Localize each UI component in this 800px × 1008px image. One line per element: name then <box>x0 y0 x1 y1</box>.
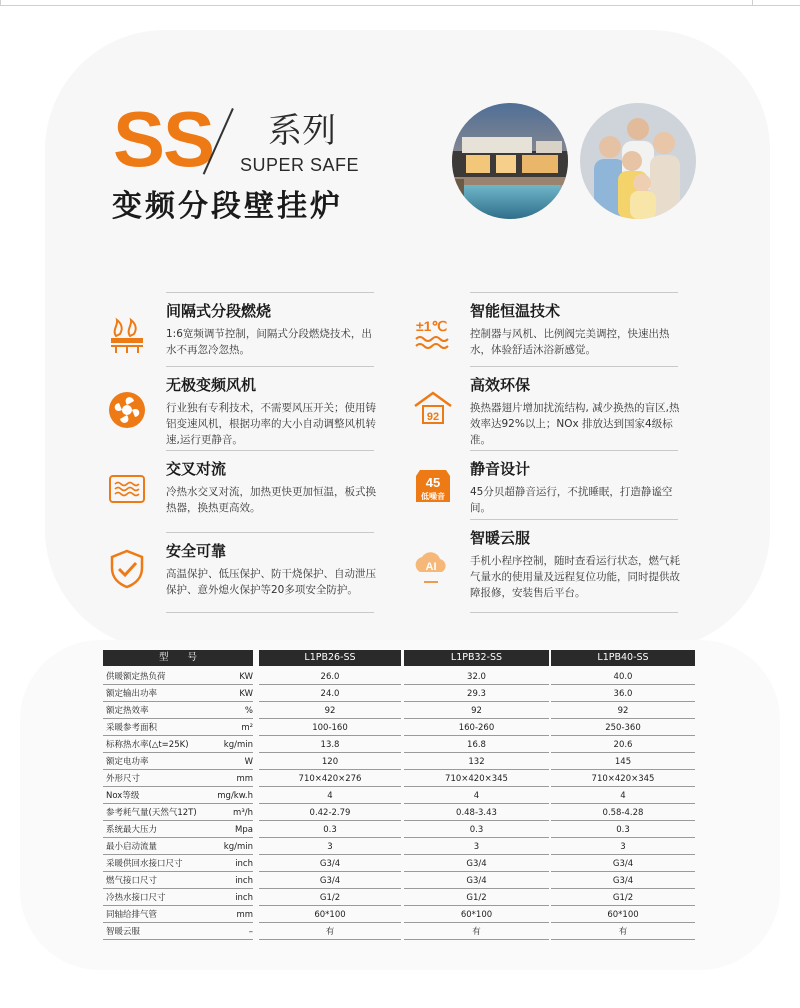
row-divider <box>259 888 401 889</box>
row-divider <box>259 718 401 719</box>
family-photo <box>580 103 696 219</box>
efficiency-icon-text: 92 <box>426 411 440 423</box>
spec-value-cell: 32.0 <box>467 672 486 682</box>
quiet-badge-icon <box>412 466 454 508</box>
feature-title: 高效环保 <box>470 376 531 394</box>
spec-value-cell: 710×420×276 <box>298 774 362 784</box>
feature-title: 交叉对流 <box>166 460 227 478</box>
feature-divider <box>166 450 374 451</box>
row-divider <box>103 752 253 753</box>
feature-divider <box>166 366 374 367</box>
spec-value-cell: G1/2 <box>466 893 487 903</box>
spec-value-cell: 4 <box>620 791 626 801</box>
table-row <box>103 856 695 872</box>
row-divider <box>103 837 253 838</box>
spec-value-cell: 120 <box>321 757 339 767</box>
row-divider <box>551 786 695 787</box>
spec-name-cell: 燃气接口尺寸 <box>106 876 158 886</box>
feature-description: 冷热水交叉对流，加热更快更加恒温，板式换热器，换热更高效。 <box>166 486 376 514</box>
feature-divider <box>470 366 678 367</box>
spec-value-cell: 有 <box>325 927 335 937</box>
row-divider <box>259 871 401 872</box>
feature-title: 智能恒温技术 <box>470 302 561 320</box>
row-divider <box>103 786 253 787</box>
spec-value-cell: G3/4 <box>466 859 487 869</box>
row-divider <box>551 837 695 838</box>
spec-name-cell: 同轴给排气管 <box>106 910 158 920</box>
row-divider <box>551 701 695 702</box>
spec-name-cell: 额定热效率 <box>106 706 149 716</box>
row-divider <box>404 871 549 872</box>
row-divider <box>103 871 253 872</box>
spec-value-cell: 710×420×345 <box>445 774 508 784</box>
table-row <box>103 839 695 855</box>
spec-value-cell: 132 <box>468 757 485 767</box>
row-divider <box>103 718 253 719</box>
spec-value-cell: 92 <box>471 706 482 716</box>
spec-name-cell: 最小启动流量 <box>106 842 158 852</box>
table-row <box>103 737 695 753</box>
row-divider <box>103 769 253 770</box>
spec-name-cell: 外形尺寸 <box>106 774 141 784</box>
spec-unit-cell: m³/h <box>233 808 253 818</box>
spec-value-cell: 0.42-2.79 <box>309 808 351 818</box>
spec-value-cell: G3/4 <box>612 859 634 869</box>
fan-icon <box>106 389 148 431</box>
svg-text:AI: AI <box>425 561 437 573</box>
row-divider <box>404 922 549 923</box>
row-divider <box>404 939 549 940</box>
quiet-icon-label: 低噪音 <box>421 492 445 501</box>
feature-divider <box>166 292 374 293</box>
table-row <box>103 771 695 787</box>
row-divider <box>259 735 401 736</box>
spec-unit-cell: mm <box>236 774 253 784</box>
spec-unit-cell: kg/min <box>223 740 253 750</box>
table-row <box>103 686 695 702</box>
spec-unit-cell: kg/min <box>223 842 253 852</box>
spec-value-cell: 0.48-3.43 <box>456 808 497 818</box>
spec-value-cell: G3/4 <box>466 876 487 886</box>
spec-value-cell: 36.0 <box>613 689 633 699</box>
row-divider <box>551 939 695 940</box>
spec-value-cell: G3/4 <box>319 859 341 869</box>
row-divider <box>551 769 695 770</box>
spec-value-cell: 40.0 <box>613 672 633 682</box>
row-divider <box>551 752 695 753</box>
spec-name-cell: 额定电功率 <box>106 757 149 767</box>
row-divider <box>259 684 401 685</box>
spec-value-cell: 3 <box>327 842 333 852</box>
crop-mark-right <box>752 0 753 5</box>
row-divider <box>103 803 253 804</box>
spec-value-cell: 100-160 <box>312 723 348 733</box>
feature-title: 智暖云服 <box>470 529 531 547</box>
spec-name-cell: 参考耗气量(天然气12T) <box>106 808 197 818</box>
table-row <box>103 754 695 770</box>
spec-value-cell: G3/4 <box>319 876 341 886</box>
spec-value-cell: 有 <box>618 927 628 937</box>
table-header-model: L1PB26-SS <box>259 650 401 666</box>
row-divider <box>551 803 695 804</box>
spec-value-cell: G1/2 <box>612 893 634 903</box>
feature-description: 45分贝超静音运行，不扰睡眠，打造静谧空间。 <box>470 486 673 514</box>
row-divider <box>103 854 253 855</box>
crop-mark-left <box>0 0 1 5</box>
spec-unit-cell: inch <box>235 893 253 903</box>
table-row <box>103 924 695 940</box>
spec-unit-cell: inch <box>235 876 253 886</box>
feature-title: 无极变频风机 <box>166 376 257 394</box>
spec-value-cell: 24.0 <box>320 689 340 699</box>
row-divider <box>103 684 253 685</box>
spec-value-cell: 60*100 <box>314 910 346 920</box>
spec-value-cell: 4 <box>473 791 480 801</box>
heat-exchanger-icon <box>106 468 148 510</box>
row-divider <box>551 905 695 906</box>
spec-name-cell: 采暖供回水接口尺寸 <box>106 859 183 869</box>
spec-value-cell: 92 <box>324 706 336 716</box>
row-divider <box>551 922 695 923</box>
spec-value-cell: 29.3 <box>467 689 486 699</box>
feature-divider <box>470 292 678 293</box>
spec-value-cell: 0.3 <box>469 825 484 835</box>
spec-value-cell: 26.0 <box>320 672 340 682</box>
spec-name-cell: Nox等级 <box>106 791 140 801</box>
spec-unit-cell: KW <box>239 672 253 682</box>
feature-divider <box>166 532 374 533</box>
feature-description: 1:6宽频调节控制，间隔式分段燃烧技术，出水不再忽冷忽热。 <box>166 328 372 356</box>
spec-value-cell: 710×420×345 <box>591 774 655 784</box>
spec-value-cell: G1/2 <box>319 893 341 903</box>
row-divider <box>404 684 549 685</box>
row-divider <box>551 718 695 719</box>
row-divider <box>259 803 401 804</box>
row-divider <box>404 803 549 804</box>
row-divider <box>404 735 549 736</box>
row-divider <box>404 718 549 719</box>
spec-unit-cell: mg/kw.h <box>217 791 253 801</box>
row-divider <box>259 820 401 821</box>
villa-pool-photo <box>452 103 568 219</box>
spec-value-cell: 160-260 <box>458 723 495 733</box>
row-divider <box>551 888 695 889</box>
row-divider <box>103 905 253 906</box>
feature-divider-bottom <box>470 612 678 613</box>
feature-title: 静音设计 <box>470 460 531 478</box>
spec-value-cell: 4 <box>327 791 333 801</box>
table-row <box>103 703 695 719</box>
feature-description: 换热器翅片增加扰流结构, 减少换热的盲区,热效率达92%以上；NOx 排放达到国家4级标准。 <box>470 402 680 446</box>
series-label-en: SUPER SAFE <box>240 155 360 175</box>
feature-description: 行业独有专利技术，不需要风压开关；使用铸铝变速风机，根据功率的大小自动调整风机转速,运行更静音。 <box>166 402 376 446</box>
row-divider <box>103 701 253 702</box>
spec-unit-cell: KW <box>239 689 253 699</box>
spec-value-cell: 0.3 <box>323 825 337 835</box>
spec-name-cell: 采暖参考面积 <box>106 723 158 733</box>
series-code: SS <box>113 95 214 183</box>
table-row <box>103 805 695 821</box>
table-row <box>103 788 695 804</box>
feature-divider <box>470 519 678 520</box>
spec-unit-cell: % <box>244 706 253 716</box>
row-divider <box>259 939 401 940</box>
spec-unit-cell: Mpa <box>235 825 253 835</box>
spec-value-cell: 92 <box>617 706 629 716</box>
table-header-model: L1PB40-SS <box>551 650 695 666</box>
row-divider <box>259 922 401 923</box>
row-divider <box>259 905 401 906</box>
spec-value-cell: 有 <box>472 927 481 937</box>
feature-divider <box>470 450 678 451</box>
spec-name-cell: 标称热水率(△t=25K) <box>106 740 189 750</box>
flame-burner-icon <box>106 314 148 356</box>
series-label-cn: 系列 <box>268 111 336 151</box>
row-divider <box>551 735 695 736</box>
spec-value-cell: 60*100 <box>607 910 639 920</box>
table-header-model-label: 型 号 <box>103 650 253 666</box>
row-divider <box>551 684 695 685</box>
table-row <box>103 873 695 889</box>
spec-value-cell: G3/4 <box>612 876 634 886</box>
spec-unit-cell: W <box>244 757 253 767</box>
row-divider <box>259 769 401 770</box>
spec-value-cell: 3 <box>620 842 626 852</box>
spec-name-cell: 冷热水接口尺寸 <box>106 893 166 903</box>
row-divider <box>404 769 549 770</box>
thermometer-icon <box>412 313 454 355</box>
spec-name-cell: 系统最大压力 <box>106 825 158 835</box>
row-divider <box>551 854 695 855</box>
row-divider <box>404 752 549 753</box>
feature-description: 手机小程序控制，随时查看运行状态，燃气耗气量水的使用量及远程复位功能，同时提供故障报修，安装售后平台。 <box>470 555 680 599</box>
row-divider <box>404 820 549 821</box>
cloud-service-icon <box>410 546 452 588</box>
row-divider <box>259 837 401 838</box>
table-row <box>103 822 695 838</box>
row-divider <box>103 820 253 821</box>
row-divider <box>103 735 253 736</box>
spec-value-cell: 250-360 <box>605 723 641 733</box>
spec-name-cell: 智暖云服 <box>106 927 141 937</box>
spec-value-cell: 60*100 <box>460 910 493 920</box>
feature-title: 间隔式分段燃烧 <box>166 302 272 320</box>
table-row <box>103 907 695 923</box>
row-divider <box>259 701 401 702</box>
row-divider <box>404 701 549 702</box>
shield-check-icon <box>106 548 148 590</box>
product-title: 变频分段壁挂炉 <box>112 189 343 224</box>
spec-value-cell: 3 <box>473 842 480 852</box>
table-row <box>103 890 695 906</box>
row-divider <box>404 888 549 889</box>
spec-unit-cell: – <box>248 927 253 937</box>
feature-divider-bottom <box>166 612 374 613</box>
row-divider <box>103 888 253 889</box>
row-divider <box>259 752 401 753</box>
row-divider <box>103 922 253 923</box>
spec-name-cell: 供暖额定热负荷 <box>106 672 166 682</box>
row-divider <box>551 820 695 821</box>
spec-value-cell: 13.8 <box>320 740 340 750</box>
row-divider <box>259 854 401 855</box>
efficiency-house-icon <box>412 388 454 430</box>
spec-unit-cell: mm <box>236 910 253 920</box>
row-divider <box>103 939 253 940</box>
feature-description: 控制器与风机、比例阀完美调控，快速出热水，体验舒适沐浴新感觉。 <box>470 328 670 356</box>
spec-unit-cell: m² <box>241 723 253 733</box>
row-divider <box>404 905 549 906</box>
spec-value-cell: 0.3 <box>616 825 630 835</box>
spec-unit-cell: inch <box>235 859 253 869</box>
top-border-line <box>0 5 800 6</box>
spec-value-cell: 145 <box>614 757 632 767</box>
row-divider <box>404 837 549 838</box>
table-row <box>103 720 695 736</box>
thermo-icon-text: ±1℃ <box>416 318 448 334</box>
quiet-icon-number: 45 <box>425 475 441 490</box>
feature-description: 高温保护、低压保护、防干烧保护、自动泄压保护、意外熄火保护等20多项安全防护。 <box>166 568 376 596</box>
feature-title: 安全可靠 <box>166 542 227 560</box>
spec-value-cell: 0.58-4.28 <box>602 808 644 818</box>
spec-name-cell: 额定输出功率 <box>106 689 158 699</box>
row-divider <box>259 786 401 787</box>
table-header-model: L1PB32-SS <box>404 650 549 666</box>
row-divider <box>404 854 549 855</box>
spec-value-cell: 20.6 <box>613 740 633 750</box>
row-divider <box>404 786 549 787</box>
row-divider <box>551 871 695 872</box>
spec-value-cell: 16.8 <box>467 740 486 750</box>
table-row <box>103 669 695 685</box>
